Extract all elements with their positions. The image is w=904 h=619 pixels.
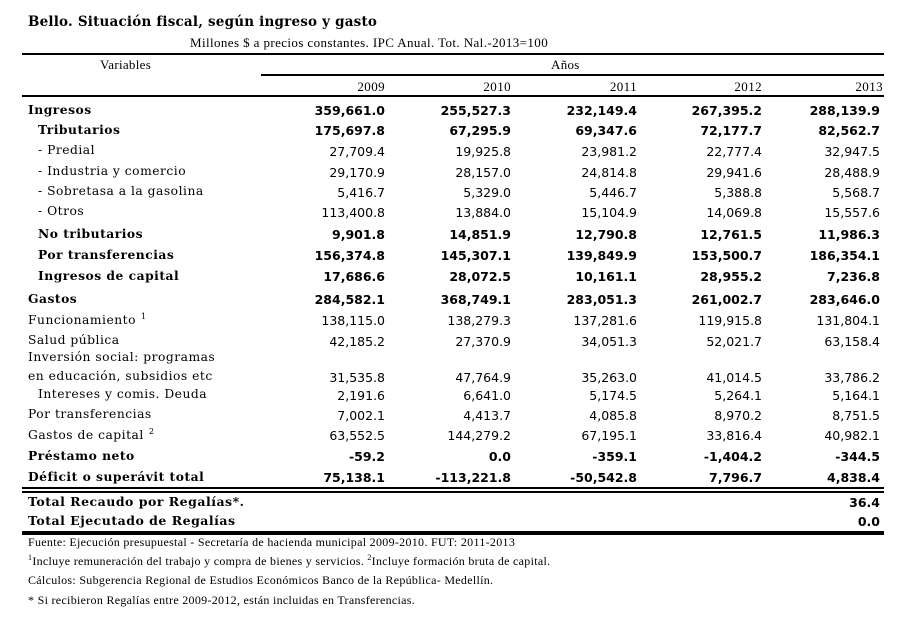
cell-value-2010: 19,925.8	[455, 144, 511, 159]
header-bottom-rule	[22, 95, 884, 97]
cell-value-2010: 138,279.3	[447, 313, 511, 328]
row-label-text: Préstamo neto	[28, 448, 135, 463]
cell-value-2011: 5,174.5	[589, 388, 637, 403]
regalias-ejecutado-value: 0.0	[857, 514, 880, 529]
cell-value-2011: 10,161.1	[575, 269, 637, 284]
header-year-2012: 2012	[734, 79, 762, 94]
cell-value-2009: 5,416.7	[337, 185, 385, 200]
cell-value-2010: 14,851.9	[449, 227, 511, 242]
table-row	[0, 469, 904, 489]
row-label	[38, 226, 143, 241]
cell-value-2011: 15,104.9	[581, 205, 637, 220]
row-label-text: Salud pública	[28, 333, 120, 347]
row-label	[38, 247, 174, 262]
cell-value-2013: 40,982.1	[824, 428, 880, 443]
footnote-marker: 1	[140, 312, 147, 321]
cell-value-2009: 63,552.5	[329, 428, 385, 443]
footnote-source: Fuente: Ejecución presupuestal - Secretaría de hacienda municipal 2009-2010. FUT: 2011-2013	[28, 535, 516, 549]
row-label	[38, 164, 186, 178]
cell-value-2011: 232,149.4	[566, 103, 637, 118]
row-label-text: Por transferencias	[28, 407, 152, 421]
cell-value-2010: 144,279.2	[447, 428, 511, 443]
row-label-text: - Predial	[38, 143, 96, 157]
cell-value-2011: 67,195.1	[581, 428, 637, 443]
footnote-asterisk: * Si recibieron Regalías entre 2009-2012, están incluidas en Transferencias.	[28, 593, 416, 607]
table-row	[0, 268, 904, 288]
cell-value-2012: 261,002.7	[691, 292, 762, 307]
row-label	[28, 407, 152, 421]
regalias-recaudo-value: 36.4	[849, 495, 880, 510]
row-label-text: Intereses y comis. Deuda	[38, 387, 208, 401]
cell-value-2010: 13,884.0	[455, 205, 511, 220]
cell-value-2012: 119,915.8	[698, 313, 762, 328]
cell-value-2011: 5,446.7	[589, 185, 637, 200]
row-label	[28, 102, 92, 117]
cell-value-2009: 359,661.0	[314, 103, 385, 118]
row-label	[38, 143, 95, 157]
cell-value-2011: 35,263.0	[581, 370, 637, 385]
cell-value-2010: -113,221.8	[435, 470, 511, 485]
row-label	[38, 387, 207, 401]
double-rule-top	[22, 487, 884, 489]
row-label	[38, 204, 84, 218]
footnote-1-mark: 1	[28, 553, 33, 562]
cell-value-2013: 5,164.1	[832, 388, 880, 403]
row-label-text: - Sobretasa a la gasolina	[38, 184, 204, 198]
row-label-text: Tributarios	[38, 122, 121, 137]
header-year-2009: 2009	[357, 79, 385, 94]
row-label	[28, 448, 135, 463]
header-years-group: Años	[551, 57, 580, 72]
footnote-1-text: Incluye remuneración del trabajo y compra de bienes y servicios.	[32, 554, 368, 568]
row-label	[28, 427, 154, 442]
table-row	[0, 247, 904, 267]
cell-value-2012: 5,388.8	[714, 185, 762, 200]
cell-value-2010: 5,329.0	[463, 185, 511, 200]
cell-value-2009: 42,185.2	[329, 334, 385, 349]
table-row	[0, 184, 904, 204]
cell-value-2009: 113,400.8	[321, 205, 385, 220]
row-label	[28, 312, 147, 327]
row-label-text: - Industria y comercio	[38, 164, 187, 178]
table-row	[0, 122, 904, 142]
table-row	[0, 312, 904, 332]
table-row	[0, 102, 904, 122]
regalias-ejecutado-label: Total Ejecutado de Regalías	[28, 513, 236, 528]
cell-value-2013: 131,804.1	[816, 313, 880, 328]
cell-value-2012: 52,021.7	[706, 334, 762, 349]
table-row	[0, 226, 904, 246]
cell-value-2011: -50,542.8	[570, 470, 637, 485]
row-label: Inversión social: programas	[28, 350, 216, 364]
cell-value-2013: 5,568.7	[832, 185, 880, 200]
footnote-marker: 2	[148, 427, 155, 436]
cell-value-2009: 138,115.0	[321, 313, 385, 328]
cell-value-2012: 8,970.2	[714, 408, 762, 423]
cell-value-2011: 23,981.2	[581, 144, 637, 159]
cell-value-2013: 186,354.1	[809, 248, 880, 263]
cell-value-2009: 31,535.8	[329, 370, 385, 385]
cell-value-2013: 283,646.0	[809, 292, 880, 307]
cell-value-2009: -59.2	[348, 449, 385, 464]
header-year-2011: 2011	[609, 79, 637, 94]
row-label-text: Déficit o superávit total	[28, 469, 205, 484]
cell-value-2010: 28,157.0	[455, 165, 511, 180]
cell-value-2011: 139,849.9	[566, 248, 637, 263]
cell-value-2012: 29,941.6	[706, 165, 762, 180]
cell-value-2013: 7,236.8	[827, 269, 880, 284]
cell-value-2013: 15,557.6	[824, 205, 880, 220]
table-row	[0, 387, 904, 407]
row-label-continued: en educación, subsidios etc	[28, 369, 213, 383]
header-year-2013: 2013	[855, 79, 883, 94]
cell-value-2010: 47,764.9	[455, 370, 511, 385]
row-label-text: Gastos	[28, 291, 78, 306]
row-label	[38, 268, 179, 283]
cell-value-2013: -344.5	[835, 449, 880, 464]
table-title: Bello. Situación fiscal, según ingreso y gasto	[28, 14, 378, 30]
cell-value-2009: 29,170.9	[329, 165, 385, 180]
cell-value-2010: 6,641.0	[463, 388, 511, 403]
row-label	[38, 122, 120, 137]
cell-value-2013: 11,986.3	[818, 227, 880, 242]
double-rule-bottom	[22, 491, 884, 493]
cell-value-2011: 4,085.8	[589, 408, 637, 423]
row-label	[28, 333, 120, 347]
cell-value-2010: 28,072.5	[449, 269, 511, 284]
cell-value-2009: 2,191.6	[337, 388, 385, 403]
row-label-text: Funcionamiento	[28, 313, 136, 328]
regalias-ejecutado-row	[0, 513, 904, 533]
cell-value-2010: 145,307.1	[440, 248, 511, 263]
cell-value-2009: 156,374.8	[314, 248, 385, 263]
cell-value-2012: -1,404.2	[703, 449, 762, 464]
footnote-2-text: Incluye formación bruta de capital.	[371, 554, 551, 568]
cell-value-2012: 14,069.8	[706, 205, 762, 220]
cell-value-2010: 27,370.9	[455, 334, 511, 349]
cell-value-2011: 24,814.8	[581, 165, 637, 180]
cell-value-2012: 5,264.1	[714, 388, 762, 403]
table-row	[0, 407, 904, 427]
cell-value-2010: 4,413.7	[463, 408, 511, 423]
years-rule	[261, 74, 884, 76]
cell-value-2013: 82,562.7	[818, 123, 880, 138]
cell-value-2012: 28,955.2	[700, 269, 762, 284]
regalias-recaudo-row	[0, 494, 904, 514]
cell-value-2009: 7,002.1	[337, 408, 385, 423]
cell-value-2011: 137,281.6	[573, 313, 637, 328]
footnote-calculos: Cálculos: Subgerencia Regional de Estudios Económicos Banco de la República- Medellín.	[28, 573, 494, 587]
cell-value-2013: 28,488.9	[824, 165, 880, 180]
cell-value-2012: 22,777.4	[706, 144, 762, 159]
row-label-text: Gastos de capital	[28, 428, 144, 443]
row-label-text: Ingresos	[28, 102, 92, 117]
table-row	[0, 448, 904, 468]
row-label	[38, 184, 204, 198]
cell-value-2011: 34,051.3	[581, 334, 637, 349]
row-label-text: Por transferencias	[38, 247, 175, 262]
table-row	[0, 291, 904, 311]
footnote-notes	[28, 553, 550, 569]
cell-value-2009: 9,901.8	[332, 227, 385, 242]
row-label	[28, 291, 77, 306]
cell-value-2009: 17,686.6	[323, 269, 385, 284]
table-row	[0, 350, 904, 389]
footnote-2-mark: 2	[367, 553, 372, 562]
cell-value-2011: 69,347.6	[575, 123, 637, 138]
row-label-text: Ingresos de capital	[38, 268, 180, 283]
cell-value-2010: 255,527.3	[440, 103, 511, 118]
cell-value-2011: 12,790.8	[575, 227, 637, 242]
cell-value-2013: 8,751.5	[832, 408, 880, 423]
cell-value-2009: 27,709.4	[329, 144, 385, 159]
cell-value-2012: 12,761.5	[700, 227, 762, 242]
cell-value-2010: 67,295.9	[449, 123, 511, 138]
cell-value-2010: 0.0	[488, 449, 511, 464]
cell-value-2013: 288,139.9	[809, 103, 880, 118]
regalias-recaudo-label: Total Recaudo por Regalías*.	[28, 494, 245, 509]
cell-value-2012: 41,014.5	[706, 370, 762, 385]
row-label-text: No tributarios	[38, 226, 144, 241]
cell-value-2009: 75,138.1	[323, 470, 385, 485]
row-label	[28, 469, 204, 484]
cell-value-2013: 63,158.4	[824, 334, 880, 349]
table-row	[0, 427, 904, 447]
table-subtitle: Millones $ a precios constantes. IPC Anual. Tot. Nal.-2013=100	[190, 35, 549, 50]
cell-value-2012: 153,500.7	[691, 248, 762, 263]
cell-value-2013: 33,786.2	[824, 370, 880, 385]
cell-value-2012: 267,395.2	[691, 103, 762, 118]
row-label-text: - Otros	[38, 204, 85, 218]
cell-value-2011: 283,051.3	[566, 292, 637, 307]
table-row	[0, 204, 904, 224]
table-row	[0, 164, 904, 184]
cell-value-2012: 72,177.7	[700, 123, 762, 138]
top-rule	[22, 53, 884, 55]
cell-value-2012: 33,816.4	[706, 428, 762, 443]
cell-value-2009: 175,697.8	[314, 123, 385, 138]
cell-value-2013: 32,947.5	[824, 144, 880, 159]
cell-value-2009: 284,582.1	[314, 292, 385, 307]
cell-value-2012: 7,796.7	[709, 470, 762, 485]
table-row	[0, 143, 904, 163]
header-variables: Variables	[100, 57, 152, 72]
cell-value-2013: 4,838.4	[827, 470, 880, 485]
cell-value-2010: 368,749.1	[440, 292, 511, 307]
cell-value-2011: -359.1	[592, 449, 637, 464]
header-year-2010: 2010	[483, 79, 511, 94]
